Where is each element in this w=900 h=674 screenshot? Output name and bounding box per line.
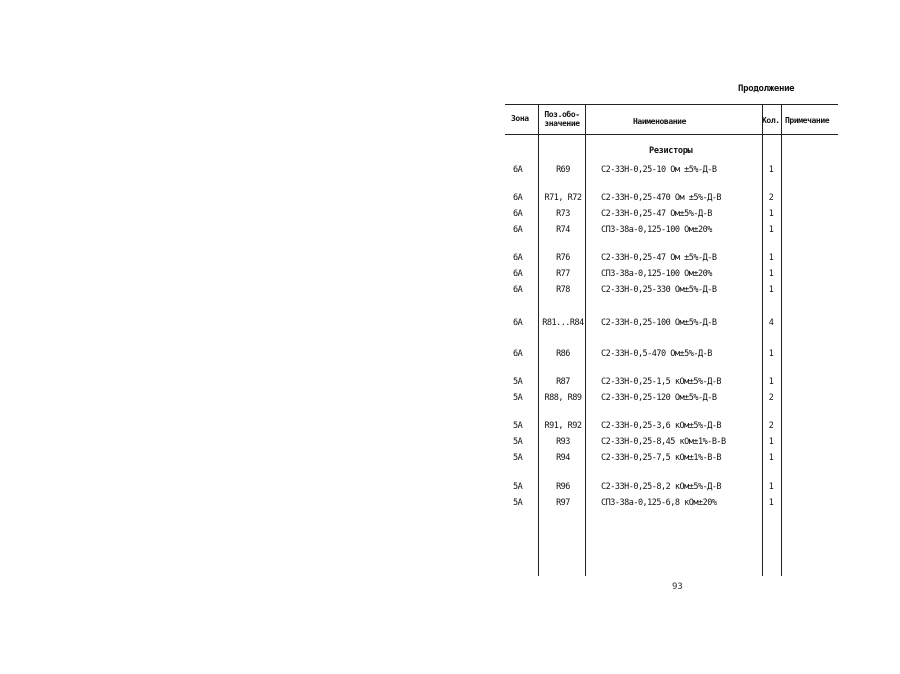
row-pos: R88, R89 [544, 393, 582, 403]
row-zone: 6А [513, 193, 523, 203]
row-name: С2-33Н-0,25-47 Ом ±5%-Д-В [601, 253, 717, 263]
row-zone: 5А [513, 437, 523, 447]
row-name: С2-33Н-0,25-100 Ом±5%-Д-В [601, 318, 717, 328]
row-name: С2-33Н-0,25-10 Ом ±5%-Д-В [601, 165, 717, 175]
row-qty: 1 [768, 377, 774, 387]
row-pos: R76 [556, 253, 570, 263]
row-name: С2-33Н-0,25-8,45 кОм±1%-В-В [601, 437, 726, 447]
row-zone: 6А [513, 318, 523, 328]
row-qty: 2 [768, 393, 774, 403]
row-zone: 5А [513, 498, 523, 508]
row-qty: 2 [768, 193, 774, 203]
row-qty: 4 [768, 318, 774, 328]
row-zone: 5А [513, 482, 523, 492]
row-qty: 1 [768, 209, 774, 219]
row-name: СП3-38а-0,125-100 Ом±20% [601, 225, 712, 235]
row-zone: 6А [513, 269, 523, 279]
row-name: СП3-38а-0,125-100 Ом±20% [601, 269, 712, 279]
col-divider-zone [538, 104, 539, 576]
row-qty: 1 [768, 285, 774, 295]
row-pos: R86 [556, 349, 570, 359]
col-divider-qty [781, 104, 782, 576]
row-pos: R96 [556, 482, 570, 492]
row-zone: 6А [513, 225, 523, 235]
row-qty: 1 [768, 225, 774, 235]
row-zone: 6А [513, 253, 523, 263]
row-pos: R77 [556, 269, 570, 279]
table-top-border [505, 104, 838, 105]
row-pos: R94 [556, 453, 570, 463]
row-name: С2-33Н-0,25-470 Ом ±5%-Д-В [601, 193, 722, 203]
row-pos: R69 [556, 165, 570, 175]
row-name: С2-33Н-0,25-47 Ом±5%-Д-В [601, 209, 712, 219]
row-qty: 2 [768, 421, 774, 431]
row-name: С2-33Н-0,25-3,6 кОм±5%-Д-В [601, 421, 722, 431]
row-name: С2-33Н-0,25-120 Ом±5%-Д-В [601, 393, 717, 403]
row-pos: R73 [556, 209, 570, 219]
col-divider-pos [585, 104, 586, 576]
row-qty: 1 [768, 498, 774, 508]
col-header-pos-line1: Поз.обо- [544, 110, 580, 119]
row-name: СП3-38а-0,125-6,8 кОм±20% [601, 498, 717, 508]
row-qty: 1 [768, 437, 774, 447]
row-name: С2-33Н-0,25-8,2 кОм±5%-Д-В [601, 482, 722, 492]
header-bottom-border [505, 134, 838, 135]
continuation-label: Продолжение [738, 84, 795, 94]
row-pos: R93 [556, 437, 570, 447]
row-pos: R87 [556, 377, 570, 387]
col-header-pos-line2: значение [544, 119, 580, 128]
row-zone: 6А [513, 349, 523, 359]
row-pos: R91, R92 [544, 421, 582, 431]
row-pos: R78 [556, 285, 570, 295]
row-qty: 1 [768, 482, 774, 492]
row-pos: R97 [556, 498, 570, 508]
row-zone: 6А [513, 209, 523, 219]
section-title: Резисторы [649, 146, 693, 156]
row-qty: 1 [768, 269, 774, 279]
row-qty: 1 [768, 253, 774, 263]
col-divider-name [762, 104, 763, 576]
row-qty: 1 [768, 453, 774, 463]
row-pos: R81...R84 [542, 318, 584, 328]
col-header-note: Примечание [785, 116, 830, 125]
row-zone: 6А [513, 285, 523, 295]
row-pos: R74 [556, 225, 570, 235]
row-name: С2-33Н-0,5-470 Ом±5%-Д-В [601, 349, 712, 359]
row-zone: 6А [513, 165, 523, 175]
row-zone: 5А [513, 377, 523, 387]
row-zone: 5А [513, 421, 523, 431]
col-header-name: Наименование [633, 117, 686, 126]
row-zone: 5А [513, 393, 523, 403]
col-header-pos [539, 110, 585, 128]
col-header-zone: Зона [511, 114, 529, 123]
row-qty: 1 [768, 349, 774, 359]
row-name: С2-33Н-0,25-7,5 кОм±1%-В-В [601, 453, 722, 463]
row-zone: 5А [513, 453, 523, 463]
row-name: С2-33Н-0,25-1,5 кОм±5%-Д-В [601, 377, 722, 387]
row-qty: 1 [768, 165, 774, 175]
row-name: С2-33Н-0,25-330 Ом±5%-Д-В [601, 285, 717, 295]
page-number: 93 [672, 582, 683, 592]
col-header-qty: Кол. [762, 116, 780, 125]
row-pos: R71, R72 [544, 193, 582, 203]
